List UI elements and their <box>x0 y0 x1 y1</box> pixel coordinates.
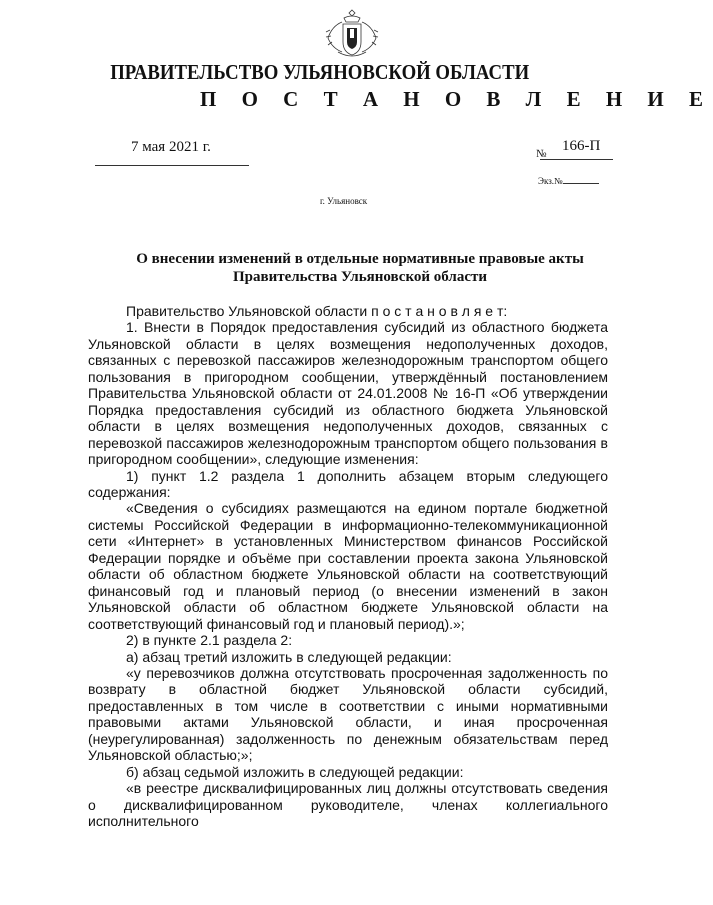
body-paragraph: а) абзац третий изложить в следующей редакции: <box>126 648 452 665</box>
coat-of-arms-icon <box>322 6 382 62</box>
number-underline <box>540 159 613 160</box>
document-date: 7 мая 2021 г. <box>131 139 211 155</box>
document-type: П О С Т А Н О В Л Е Н И Е <box>200 87 713 111</box>
body-paragraph: 1. Внести в Порядок предоставления субсидий из областного бюджета Ульяновской области в целях возмещения недополученных доходов, связанных с перевозкой пассажиров железнодорожным транспортом общего пользования в пригородном сообщении, утверждённый постановлением Правительства Ульяновской области от 24.01.2008 № 16-П «Об утверждении Порядка предоставления субсидий из областного бюджета Ульяновской области в целях возмещения недополученных доходов, связанных с перевозкой пассажиров железнодорожным транспортом общего пользования в пригородном сообщении», следующие изменения: <box>88 319 608 468</box>
title-line-2: Правительства Ульяновской области <box>232 269 488 285</box>
document-body <box>88 303 608 830</box>
date-underline <box>95 165 249 166</box>
body-paragraph: «Сведения о субсидиях размещаются на едином портале бюджетной системы Российской Федерации в информационно-телекоммуникационной сети «Интернет» в установленных Министерством финансов Российской Федерации порядке и объёме при составлении проекта закона Ульяновской области об областном бюджете Ульяновской области на соответствующий финансовый год и плановый период (о внесении изменений в закон Ульяновской области об областном бюджете Ульяновской области на соответствующий финансовый год и плановый период).»; <box>88 500 608 632</box>
document-title <box>80 250 640 286</box>
body-paragraph: 2) в пункте 2.1 раздела 2: <box>126 632 293 649</box>
copy-label: Экз.№ <box>538 176 563 186</box>
body-paragraph: Правительство Ульяновской области п о с т а н о в л я е т: <box>126 303 508 319</box>
title-line-1: О внесении изменений в отдельные нормативные правовые акты <box>136 251 584 267</box>
copy-underline <box>563 175 599 184</box>
city: г. Ульяновск <box>320 196 368 206</box>
number-prefix: № <box>536 148 547 160</box>
body-paragraph: б) абзац седьмой изложить в следующей редакции: <box>126 763 464 780</box>
copy-number <box>538 175 599 186</box>
body-paragraph: «у перевозчиков должна отсутствовать просроченная задолженность по возврату в областной бюджет Ульяновской области субсидий, предоставленных в том числе в соответствии с иными нормативными правовыми актами Ульяновской области, и иная просроченная (неурегулированная) задолженность по денежным обязательствам перед Ульяновской областью;»; <box>88 664 608 764</box>
document-number: 166-П <box>562 138 601 154</box>
body-paragraph: «в реестре дисквалифицированных лиц должны отсутствовать сведения о дисквалифицированном руководителе, членах коллегиального исполнительного <box>88 780 608 830</box>
body-paragraph: 1) пункт 1.2 раздела 1 дополнить абзацем вторым следующего содержания: <box>88 467 608 500</box>
organization-name: ПРАВИТЕЛЬСТВО УЛЬЯНОВСКОЙ ОБЛАСТИ <box>110 60 530 84</box>
